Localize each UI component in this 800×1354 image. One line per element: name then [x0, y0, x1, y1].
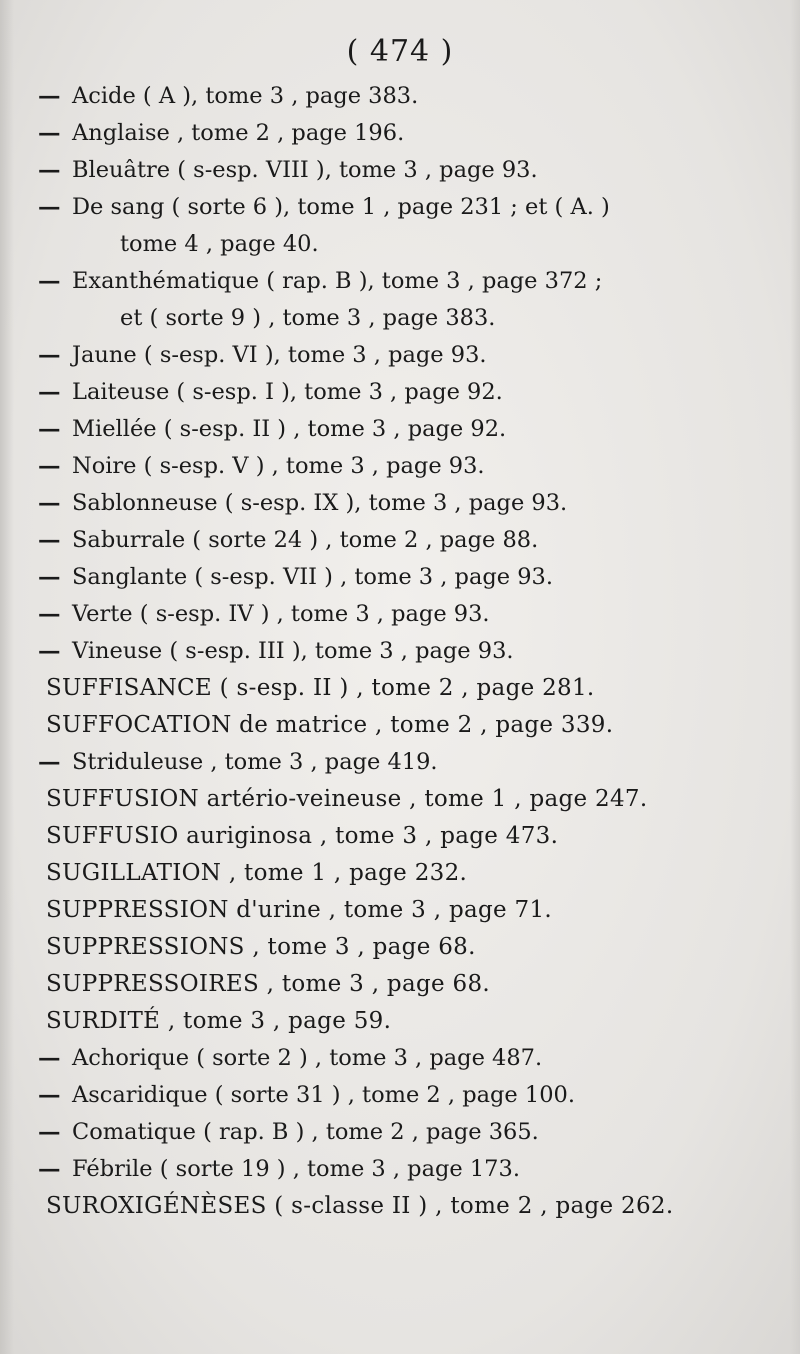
em-dash	[38, 1114, 72, 1151]
index-entry	[0, 337, 800, 374]
em-dash	[38, 522, 72, 559]
index-entry	[0, 522, 800, 559]
index-heading	[0, 966, 800, 1003]
entry-text: Jaune ( s-esp. VI ), tome 3 , page 93.	[72, 342, 487, 368]
entry-text: Miellée ( s-esp. II ) , tome 3 , page 92.	[72, 416, 507, 442]
index-entry	[0, 485, 800, 522]
index-entry	[0, 1151, 800, 1188]
em-dash	[38, 559, 72, 596]
entry-text: Fébrile ( sorte 19 ) , tome 3 , page 173.	[72, 1156, 520, 1182]
em-dash	[38, 337, 72, 374]
entry-text: Exanthématique ( rap. B ), tome 3 , page 372 ;	[72, 268, 603, 294]
index-entry	[0, 1040, 800, 1077]
entry-text: SUFFISANCE ( s-esp. II ) , tome 2 , page 281.	[46, 675, 595, 701]
index-entry	[0, 1077, 800, 1114]
entry-text: Verte ( s-esp. IV ) , tome 3 , page 93.	[72, 601, 490, 627]
index-entry-continuation	[0, 226, 800, 263]
index-entry	[0, 189, 800, 226]
entry-text: Sablonneuse ( s-esp. IX ), tome 3 , page 93.	[72, 490, 568, 516]
entry-text: SUPPRESSIONS , tome 3 , page 68.	[46, 934, 476, 960]
entry-text: Saburrale ( sorte 24 ) , tome 2 , page 88.	[72, 527, 539, 553]
index-heading	[0, 929, 800, 966]
em-dash	[38, 411, 72, 448]
entry-text: SUFFUSIO auriginosa , tome 3 , page 473.	[46, 823, 559, 849]
entry-text: Bleuâtre ( s-esp. VIII ), tome 3 , page 93.	[72, 157, 538, 183]
entry-text: Striduleuse , tome 3 , page 419.	[72, 749, 438, 775]
em-dash	[38, 152, 72, 189]
entry-text: SURDITÉ , tome 3 , page 59.	[46, 1008, 392, 1034]
entry-text: Comatique ( rap. B ) , tome 2 , page 365.	[72, 1119, 539, 1145]
index-entry	[0, 152, 800, 189]
entry-text: SUROXIGÉNÈSES ( s-classe II ) , tome 2 , page 262.	[46, 1193, 674, 1219]
em-dash	[38, 633, 72, 670]
em-dash	[38, 596, 72, 633]
entry-text: De sang ( sorte 6 ), tome 1 , page 231 ; et ( A. )	[72, 194, 610, 220]
index-entry	[0, 744, 800, 781]
index-heading	[0, 707, 800, 744]
index-entry	[0, 78, 800, 115]
em-dash	[38, 1151, 72, 1188]
entry-text: Noire ( s-esp. V ) , tome 3 , page 93.	[72, 453, 485, 479]
index-heading	[0, 781, 800, 818]
entry-text: Achorique ( sorte 2 ) , tome 3 , page 487.	[72, 1045, 543, 1071]
entry-text: SUFFUSION artério-veineuse , tome 1 , page 247.	[46, 786, 648, 812]
index-entry	[0, 411, 800, 448]
entry-text: Acide ( A ), tome 3 , page 383.	[72, 83, 419, 109]
entry-text: Laiteuse ( s-esp. I ), tome 3 , page 92.	[72, 379, 503, 405]
em-dash	[38, 78, 72, 115]
index-entry	[0, 1114, 800, 1151]
em-dash	[38, 189, 72, 226]
em-dash	[38, 485, 72, 522]
index-entry	[0, 263, 800, 300]
entry-text: SUPPRESSOIRES , tome 3 , page 68.	[46, 971, 490, 997]
index-entry-continuation	[0, 300, 800, 337]
entry-text: SUFFOCATION de matrice , tome 2 , page 339.	[46, 712, 614, 738]
entry-text: tome 4 , page 40.	[120, 231, 319, 257]
index-heading	[0, 670, 800, 707]
em-dash	[38, 115, 72, 152]
em-dash	[38, 448, 72, 485]
entry-text: Ascaridique ( sorte 31 ) , tome 2 , page 100.	[72, 1082, 575, 1108]
index-heading	[0, 818, 800, 855]
index-heading	[0, 1188, 800, 1225]
entry-text: et ( sorte 9 ) , tome 3 , page 383.	[120, 305, 496, 331]
entry-text: Vineuse ( s-esp. III ), tome 3 , page 93.	[72, 638, 514, 664]
entry-text: SUGILLATION , tome 1 , page 232.	[46, 860, 468, 886]
em-dash	[38, 1077, 72, 1114]
entry-text: Anglaise , tome 2 , page 196.	[72, 120, 405, 146]
index-entry	[0, 374, 800, 411]
entry-text: Sanglante ( s-esp. VII ) , tome 3 , page 93.	[72, 564, 554, 590]
index-heading	[0, 1003, 800, 1040]
index-entry	[0, 115, 800, 152]
index-entry	[0, 633, 800, 670]
em-dash	[38, 374, 72, 411]
page-number: ( 474 )	[346, 34, 454, 69]
index-entries	[0, 78, 800, 1225]
index-heading	[0, 892, 800, 929]
index-entry	[0, 596, 800, 633]
em-dash	[38, 263, 72, 300]
index-entry	[0, 559, 800, 596]
em-dash	[38, 1040, 72, 1077]
entry-text: SUPPRESSION d'urine , tome 3 , page 71.	[46, 897, 552, 923]
index-entry	[0, 448, 800, 485]
em-dash	[38, 744, 72, 781]
index-heading	[0, 855, 800, 892]
